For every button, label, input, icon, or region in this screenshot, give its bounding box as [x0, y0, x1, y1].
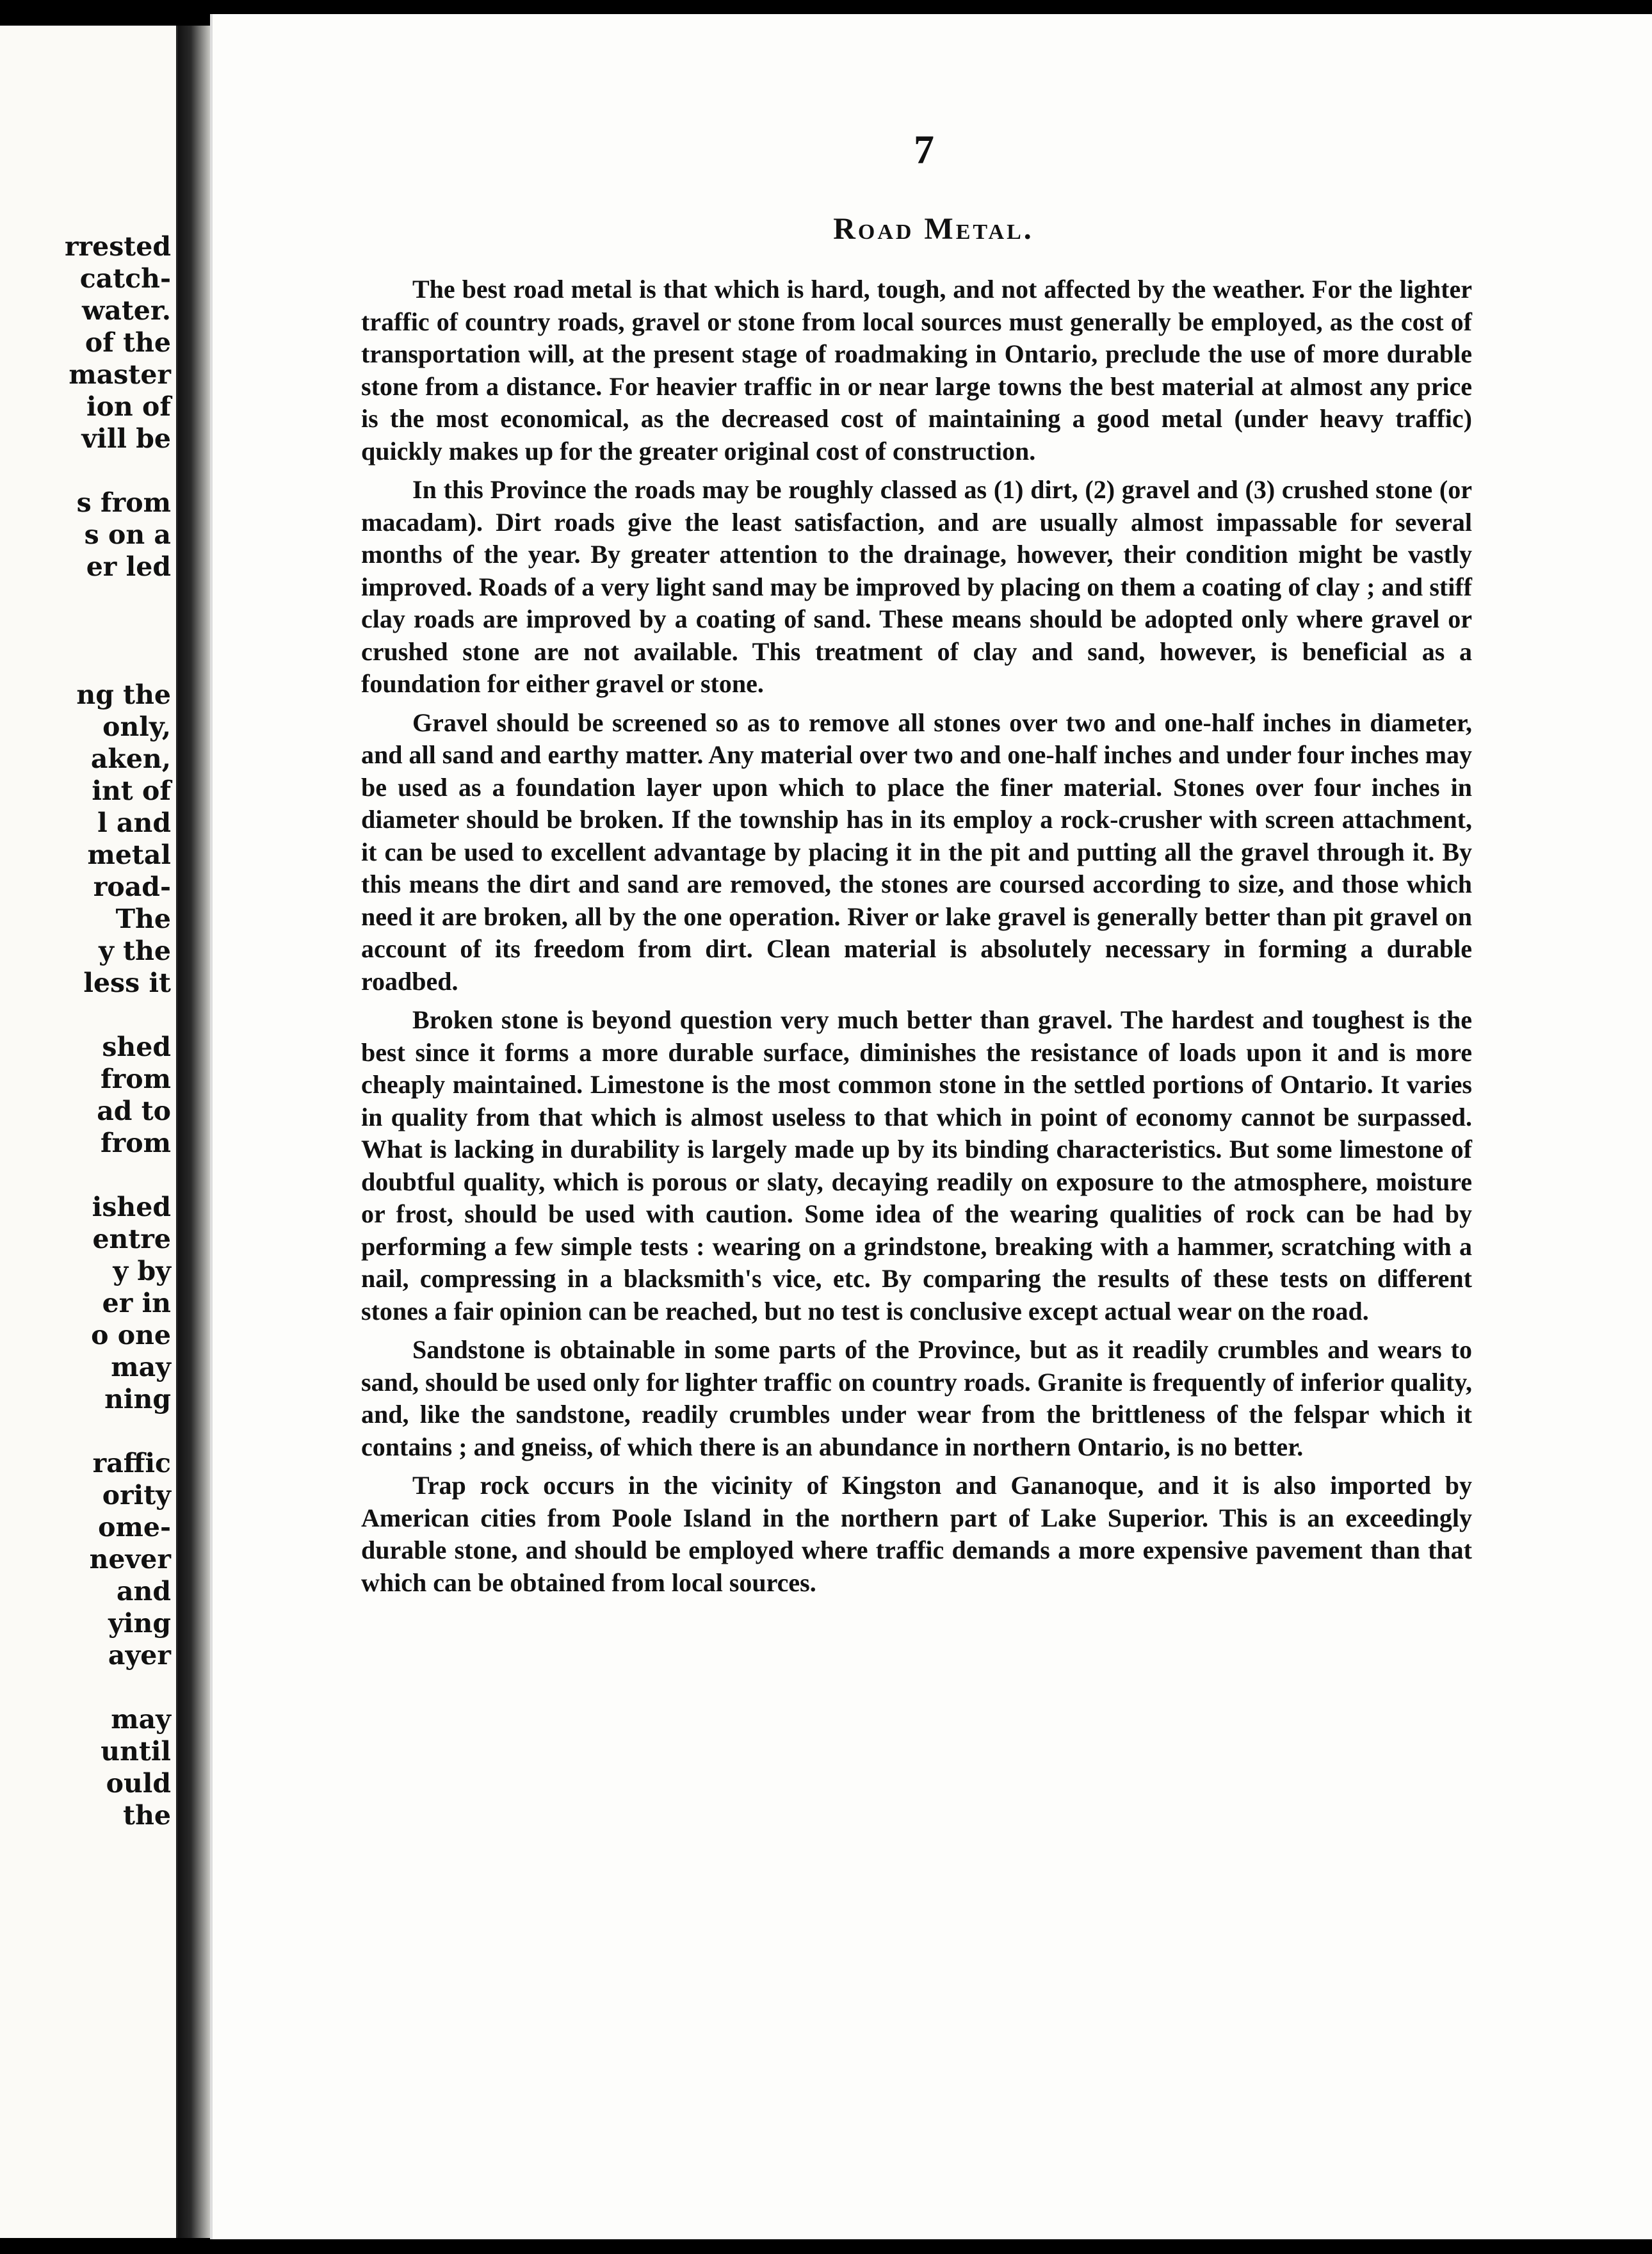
left-page-line: ayer: [108, 1640, 171, 1671]
page-number: 7: [914, 127, 934, 172]
left-page-line: [4, 615, 171, 647]
left-page-line: ng the: [76, 679, 171, 710]
bottom-edge: [210, 2239, 1652, 2254]
left-page-line: ying: [108, 1608, 171, 1639]
paragraph: In this Province the roads may be roughly classed as (1) dirt, (2) gravel and (3) crushed stone (or macadam). Dirt roads give the least satisfaction, and are usually almost impassable for several months of the year. By greater attention to the drainage, however, their condition might be vastly improved. Roads of a very light sand may be improved by placing on them a coating of clay ; and stiff clay roads are improved by a coating of sand. These means should be adopted only where gravel or crushed stone are not available. This treatment of clay and sand, however, is beneficial as a foundation for either gravel or stone.: [361, 475, 1472, 698]
left-page-line: [4, 999, 171, 1031]
left-page-line: [4, 1159, 171, 1191]
left-page-line: [4, 455, 171, 487]
left-page-fragment: [0, 26, 178, 2238]
left-page-line: s from: [76, 487, 171, 518]
left-page-line: y by: [113, 1256, 171, 1286]
left-page-line: er led: [86, 551, 171, 582]
left-page-line: the: [123, 1800, 171, 1831]
left-page-line: The: [115, 904, 171, 934]
left-page-text: [4, 231, 171, 1831]
paragraph: Trap rock occurs in the vicinity of Kingston and Gananoque, and it is also imported by American cities from Poole Island in the northern part of Lake Superior. This is an exceedingly durable stone, and should be employed where traffic demands a more expensive pavement than that which can be obtained from local sources.: [361, 1471, 1472, 1597]
left-page-line: aken,: [90, 743, 171, 774]
left-page-line: ion of: [86, 391, 171, 422]
left-page-line: [4, 647, 171, 679]
left-page-line: of the: [85, 327, 171, 358]
left-page-line: only,: [102, 711, 171, 742]
left-page-line: ad to: [97, 1096, 171, 1126]
left-page-line: [4, 583, 171, 615]
left-page-line: master: [69, 359, 171, 390]
left-page-line: int of: [92, 775, 171, 806]
left-page-line: o one: [91, 1320, 171, 1350]
section-title: Road Metal.: [833, 212, 1034, 246]
left-page-line: [4, 1671, 171, 1703]
left-page-line: ished: [92, 1192, 171, 1222]
left-page-line: raffic: [92, 1448, 171, 1479]
left-page-line: s on a: [84, 519, 171, 550]
left-page-line: may: [111, 1352, 171, 1382]
left-page-line: road-: [93, 872, 171, 902]
left-page-line: until: [101, 1736, 171, 1767]
left-page-line: rrested: [64, 231, 171, 262]
left-page-line: and: [116, 1576, 171, 1607]
left-page-line: from: [101, 1064, 171, 1094]
left-page-line: vill be: [81, 423, 171, 454]
paragraph: The best road metal is that which is hard, tough, and not affected by the weather. For the lighter traffic of country roads, gravel or stone from local sources must generally be employed, as the cost of transportation will, at the present stage of roadmaking in Ontario, preclude the use of more durable stone from a distance. For heavier traffic in or near large towns the best material at almost any price is the most economical, as the decreased cost of maintaining a good metal (under heavy traffic) quickly makes up for the greater original cost of construction.: [361, 275, 1472, 466]
left-page-line: catch-: [79, 263, 171, 294]
left-page-line: less it: [83, 968, 171, 998]
left-page-line: metal: [87, 839, 171, 870]
paragraph: Gravel should be screened so as to remove all stones over two and one-half inches in diameter, and all sand and earthy matter. Any material over two and one-half inches and under four inches may be used as a foundation layer upon which to place the finer material. Stones over four inches in diameter should be broken. If the township has in its employ a rock-crusher with screen attachment, it can be used to excellent advantage by placing it in the pit and putting all the gravel through it. By this means the dirt and sand are removed, the stones are coursed according to size, and those which need it are broken, all by the one operation. River or lake gravel is generally better than pit gravel on account of its freedom from dirt. Clean material is absolutely necessary in forming a durable roadbed.: [361, 708, 1472, 996]
left-page-line: y the: [99, 936, 171, 966]
left-page-line: er in: [102, 1288, 171, 1318]
left-page-line: water.: [82, 295, 171, 326]
left-page-line: may: [111, 1704, 171, 1735]
left-page-line: from: [101, 1128, 171, 1158]
left-page-line: shed: [102, 1032, 171, 1062]
left-page-line: never: [89, 1544, 171, 1575]
right-page: [210, 14, 1652, 2239]
left-page-line: entre: [92, 1224, 171, 1254]
left-page-line: l and: [97, 807, 171, 838]
left-page-line: ome-: [98, 1512, 171, 1543]
body-text: [361, 273, 1472, 1605]
left-page-line: ority: [102, 1480, 171, 1511]
left-page-line: ould: [106, 1768, 171, 1799]
paragraph: Sandstone is obtainable in some parts of the Province, but as it readily crumbles and wears to sand, should be used only for lighter traffic on country roads. Granite is frequently of inferior quality, and, like the sandstone, readily crumbles under wear from the brittleness of the felspar which it contains ; and gneiss, of which there is an abundance in northern Ontario, is no better.: [361, 1335, 1472, 1461]
left-page-line: [4, 1415, 171, 1447]
paragraph: Broken stone is beyond question very much better than gravel. The hardest and toughest is the best since it forms a more durable surface, diminishes the resistance of loads upon it and is more cheaply maintained. Limestone is the most common stone in the settled portions of Ontario. It varies in quality from that which is almost useless to that which in point of economy cannot be surpassed. What is lacking in durability is largely made up by its binding characteristics. But some limestone of doubtful quality, which is porous or slaty, decaying readily on exposure to the atmosphere, moisture or frost, should be used with caution. Some idea of the wearing qualities of rock can be had by performing a few simple tests : wearing on a grindstone, breaking with a hammer, scratching with a nail, compressing in a blacksmith's vice, etc. By comparing the results of these tests on different stones a fair opinion can be reached, but no test is conclusive except actual wear on the road.: [361, 1005, 1472, 1326]
left-page-line: ning: [104, 1384, 171, 1415]
book-gutter: [178, 26, 210, 2238]
